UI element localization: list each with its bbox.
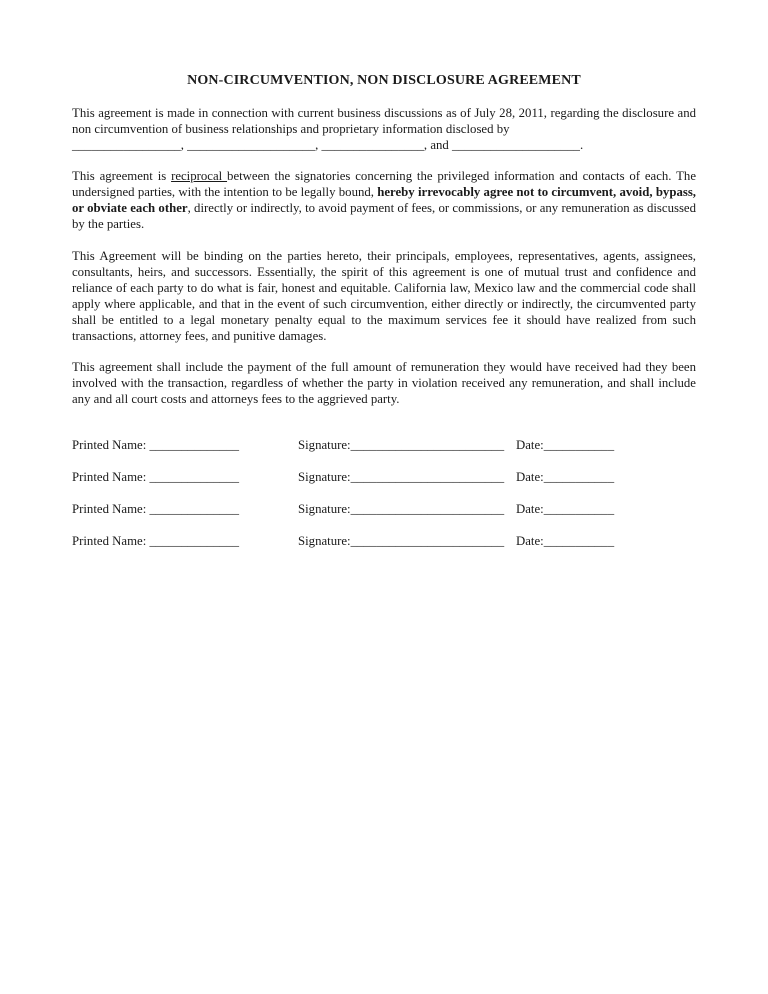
printed-name-field: Printed Name: ______________ — [72, 502, 240, 516]
reciprocal-underlined: reciprocal — [171, 169, 228, 183]
printed-name-field: Printed Name: ______________ — [72, 470, 240, 484]
signature-field: Signature:________________________ — [298, 502, 505, 516]
date-field: Date:___________ — [516, 470, 615, 484]
paragraph-remuneration: This agreement shall include the payment of the full amount of remuneration they would have received had they been involved with the transaction, regardless of whether the party in violation received any remuneration, and shall include any and all court costs and attorneys fees to the aggrieved party. — [72, 360, 696, 406]
reciprocal-mid: between the signatories concerning the privileged information and contacts of each. The undersigned parties, with the intention to be legally bound, — [72, 169, 697, 199]
reciprocal-bold-clause: hereby irrevocably agree not to circumvent, avoid, bypass, or obviate each other — [72, 185, 697, 215]
date-field: Date:___________ — [516, 438, 615, 452]
reciprocal-post: , directly or indirectly, to avoid payment of fees, or commissions, or any remuneration as discussed by the parties. — [72, 201, 697, 231]
signature-row — [72, 437, 696, 453]
printed-name-field: Printed Name: ______________ — [72, 438, 240, 452]
paragraph-reciprocal — [72, 168, 696, 232]
reciprocal-pre: This agreement is — [72, 169, 172, 183]
signature-field: Signature:________________________ — [298, 534, 505, 548]
intro-party-blanks: _________________, ____________________, ________________, and ____________________. — [72, 138, 584, 152]
paragraph-binding: This Agreement will be binding on the parties hereto, their principals, employees, representatives, agents, assignees, consultants, heirs, and successors. Essentially, the spirit of this agreement is one of mutual trust and confidence and reliance of each party to do what is fair, honest and equitable. California law, Mexico law and the commercial code shall apply where applicable, and that in the event of such circumvention, either directly or indirectly, the circumvented party shall be entitled to a legal monetary penalty equal to the maximum services fee it should have realized from such transactions, attorney fees, and punitive damages. — [72, 249, 696, 343]
signature-field: Signature:________________________ — [298, 438, 505, 452]
document-title: NON-CIRCUMVENTION, NON DISCLOSURE AGREEMENT — [187, 73, 581, 88]
paragraph-intro — [72, 105, 696, 153]
date-field: Date:___________ — [516, 502, 615, 516]
signature-row — [72, 533, 696, 549]
intro-text: This agreement is made in connection with current business discussions as of July 28, 2011, regarding the disclosure and non circumvention of business relationships and proprietary information disclosed by — [72, 106, 696, 136]
printed-name-field: Printed Name: ______________ — [72, 534, 240, 548]
signature-row — [72, 501, 696, 517]
signature-row — [72, 469, 696, 485]
date-field: Date:___________ — [516, 534, 615, 548]
signature-field: Signature:________________________ — [298, 470, 505, 484]
